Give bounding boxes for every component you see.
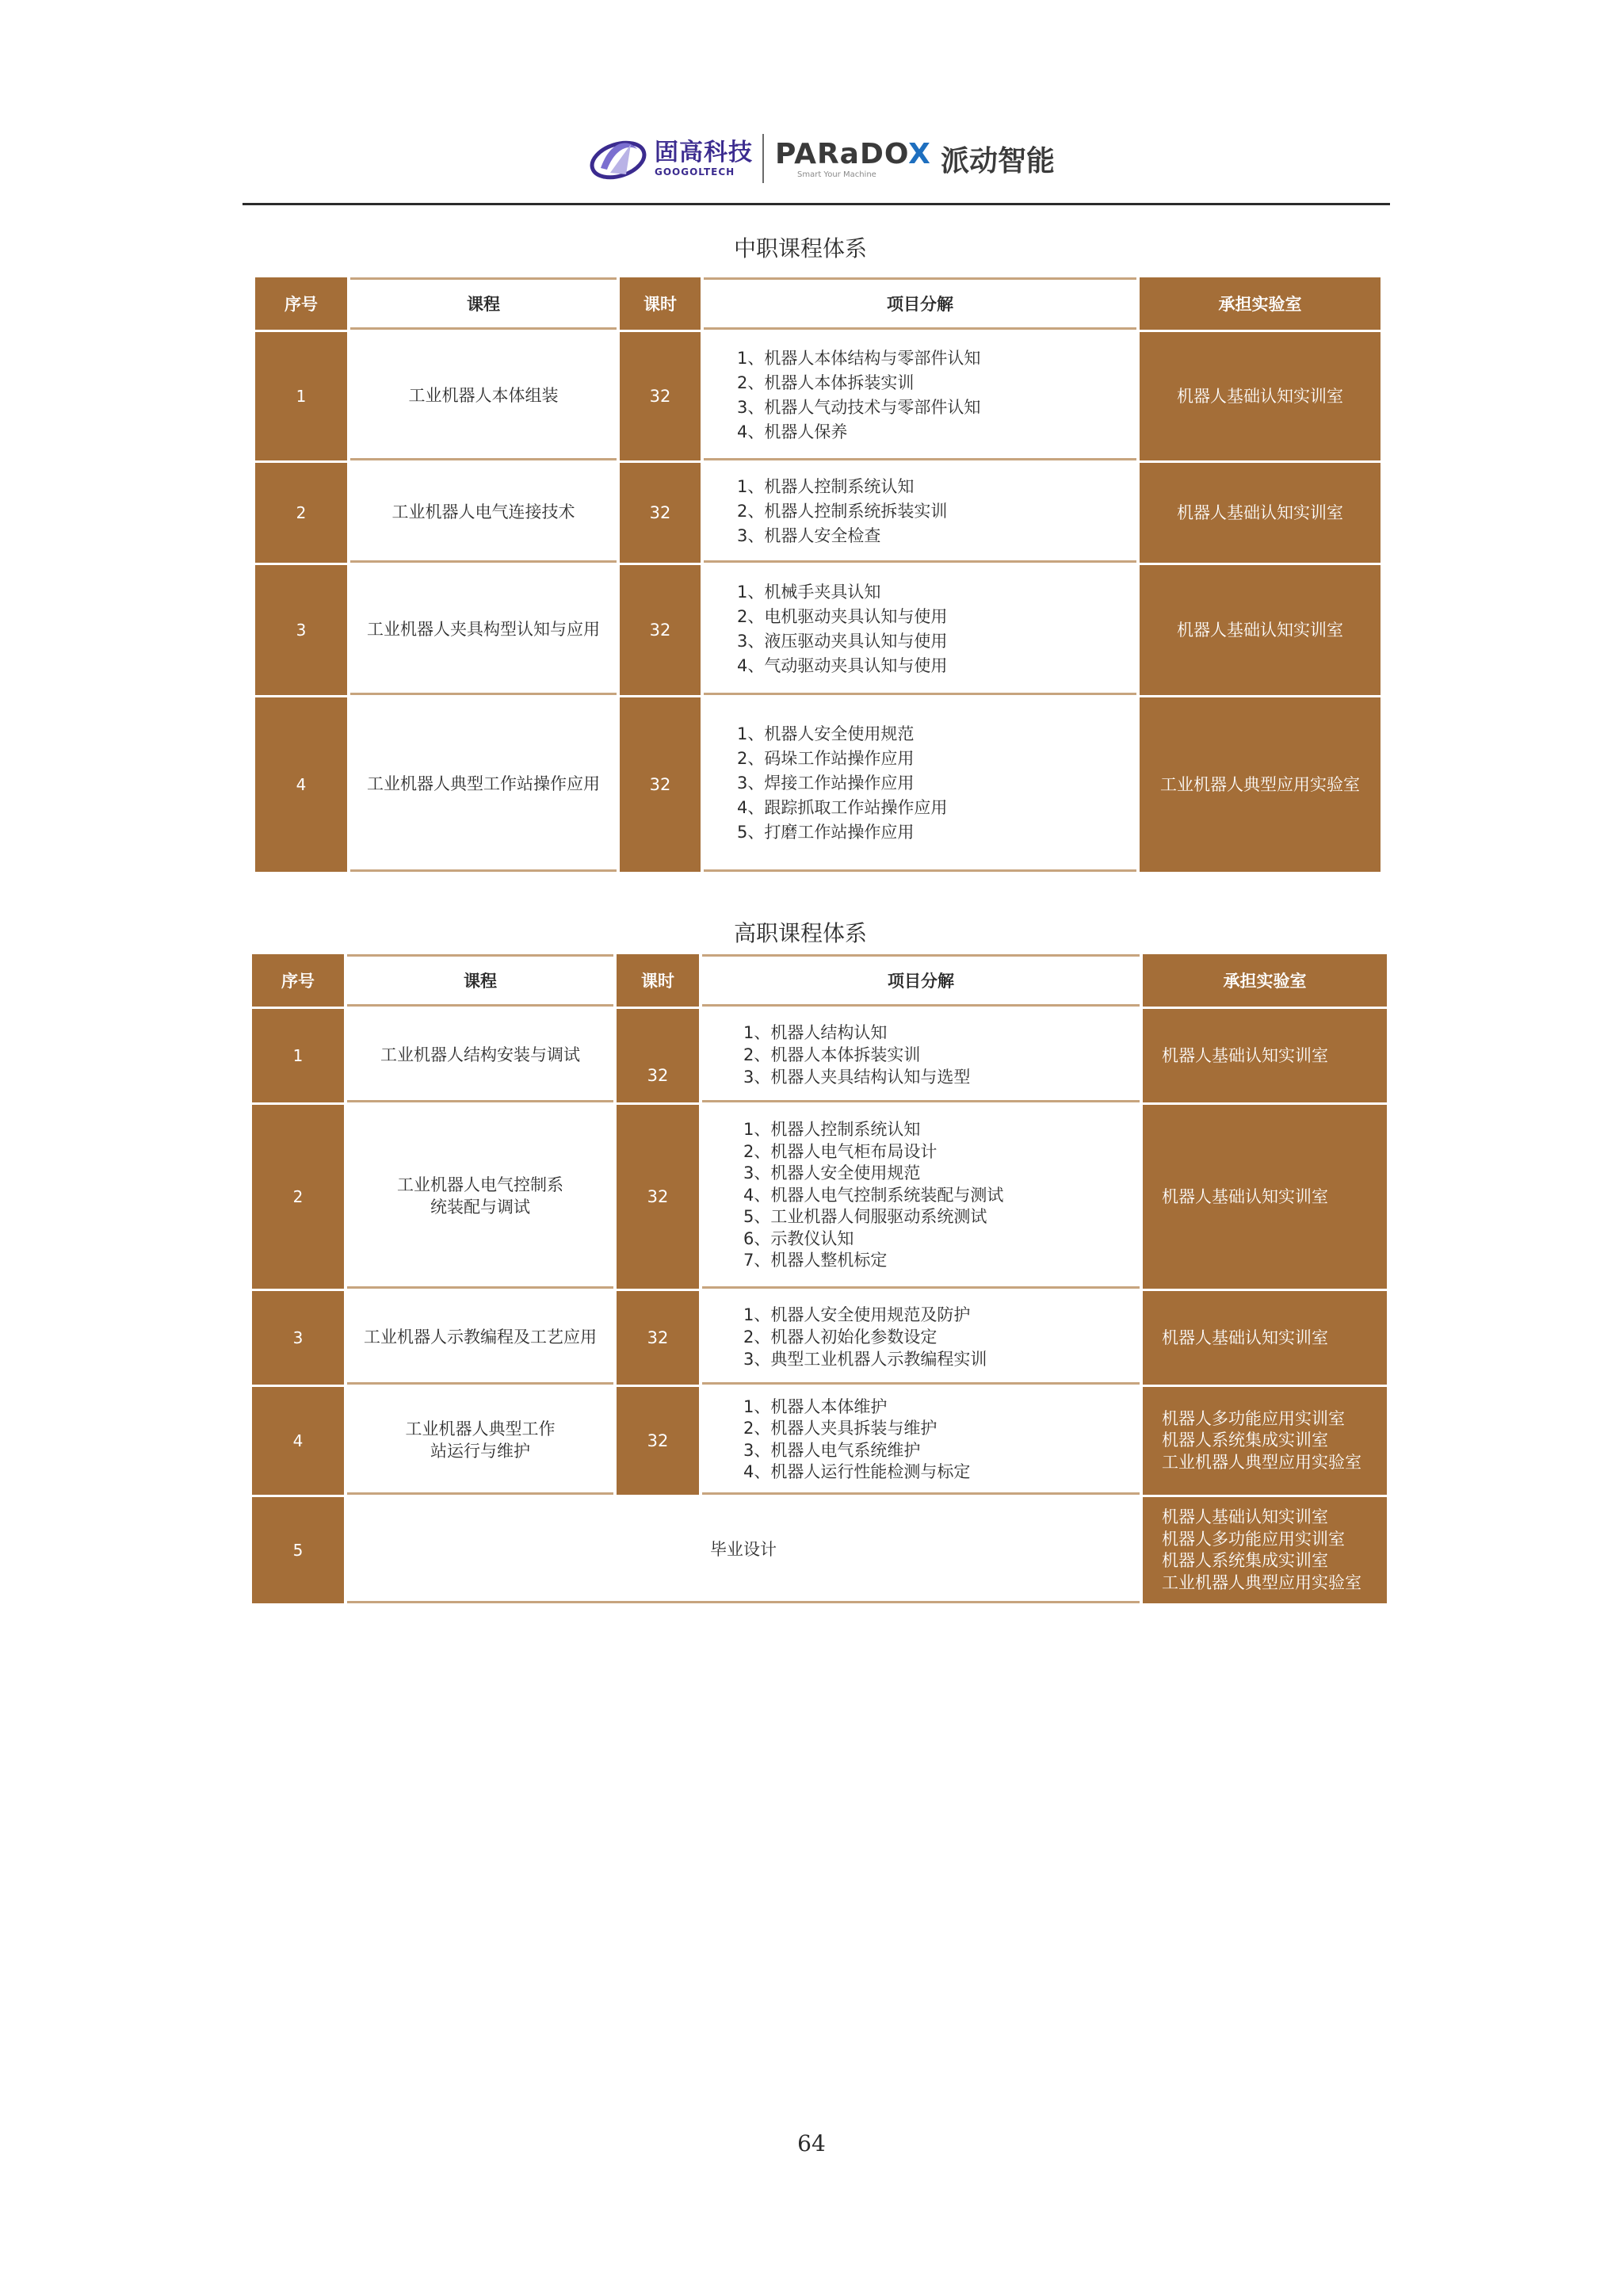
project-item: 2、机器人本体拆装实训 (743, 1045, 921, 1064)
project-item: 2、码垛工作站操作应用 (737, 749, 915, 768)
course-name: 工业机器人示教编程及工艺应用 (347, 1291, 613, 1385)
lab-name: 机器人基础认知实训室 (1140, 332, 1381, 460)
project-item: 1、机器人安全使用规范及防护 (743, 1305, 971, 1324)
table-row (255, 565, 1381, 695)
lab-name: 机器人多功能应用实训室 (1162, 1408, 1345, 1428)
row-number: 1 (255, 332, 347, 460)
project-item: 7、机器人整机标定 (743, 1251, 888, 1270)
project-item: 3、液压驱动夹具认知与使用 (737, 631, 948, 651)
project-item: 5、工业机器人伺服驱动系统测试 (743, 1207, 987, 1227)
paradox-en-name: PARaDOX (775, 137, 931, 170)
course-name: 工业机器人典型工作 站运行与维护 (347, 1387, 613, 1495)
row-number: 4 (252, 1387, 344, 1495)
course-hours: 32 (617, 1387, 699, 1495)
project-item: 3、典型工业机器人示教编程实训 (743, 1349, 987, 1369)
course-hours: 32 (617, 1291, 699, 1385)
course-hours: 32 (617, 1105, 699, 1289)
header-items: 项目分解 (704, 277, 1136, 330)
project-item: 2、机器人初始化参数设定 (743, 1327, 938, 1347)
header-hours: 课时 (620, 277, 701, 330)
paradox-cn-name: 派动智能 (940, 144, 1055, 178)
project-item: 5、打磨工作站操作应用 (737, 823, 915, 842)
section-title-higher: 高职课程体系 (733, 920, 867, 946)
lab-name: 机器人基础认知实训室 (1143, 1291, 1387, 1385)
googoltech-en-name: GOOGOLTECH (655, 166, 735, 178)
project-items (704, 332, 1136, 460)
table-header-row (252, 954, 1387, 1007)
project-item: 1、机械手夹具认知 (737, 582, 881, 602)
googoltech-cn-name: 固高科技 (655, 139, 753, 166)
project-item: 2、电机驱动夹具认知与使用 (737, 606, 948, 626)
project-item: 1、机器人控制系统认知 (737, 477, 915, 496)
header-course: 课程 (350, 277, 617, 330)
lab-name: 工业机器人典型应用实验室 (1140, 697, 1381, 872)
row-number: 3 (252, 1291, 344, 1385)
course-name: 工业机器人本体组装 (350, 332, 617, 460)
section-title-secondary: 中职课程体系 (733, 235, 867, 262)
project-items (702, 1291, 1140, 1385)
course-name: 工业机器人夹具构型认知与应用 (350, 565, 617, 695)
course-name: 工业机器人结构安装与调试 (347, 1009, 613, 1102)
secondary-curriculum-table (255, 277, 1381, 872)
project-item: 2、机器人本体拆装实训 (737, 372, 915, 392)
lab-name: 机器人系统集成实训室 (1162, 1551, 1328, 1570)
higher-curriculum-table (252, 954, 1387, 1603)
lab-list (1143, 1387, 1387, 1495)
project-item: 6、示教仪认知 (743, 1228, 854, 1248)
project-item: 3、机器人安全检查 (737, 526, 881, 545)
lab-name: 工业机器人典型应用实验室 (1162, 1452, 1361, 1472)
project-items (702, 1105, 1140, 1289)
row-number: 2 (252, 1105, 344, 1289)
lab-name: 工业机器人典型应用实验室 (1162, 1572, 1361, 1592)
row-number: 4 (255, 697, 347, 872)
course-hours: 32 (620, 697, 701, 872)
table-row (252, 1387, 1387, 1495)
table-header-row (255, 277, 1381, 330)
project-item: 1、机器人本体结构与零部件认知 (737, 348, 981, 368)
graduation-project: 毕业设计 (347, 1497, 1140, 1603)
project-items (702, 1387, 1140, 1495)
lab-list (1143, 1497, 1387, 1603)
header-items: 项目分解 (702, 954, 1140, 1007)
project-items (704, 565, 1136, 695)
project-item: 2、机器人夹具拆装与维护 (743, 1419, 938, 1438)
logo-group (586, 127, 1055, 190)
googoltech-logo-icon (586, 133, 648, 184)
project-item: 4、机器人电气控制系统装配与测试 (743, 1185, 1004, 1205)
project-item: 2、机器人控制系统拆装实训 (737, 502, 948, 521)
course-hours: 32 (620, 565, 701, 695)
project-item: 2、机器人电气柜布局设计 (743, 1141, 938, 1161)
table-row (252, 1009, 1387, 1102)
header-hours: 课时 (617, 954, 699, 1007)
header-course: 课程 (347, 954, 613, 1007)
logo-divider (762, 134, 764, 183)
project-item: 4、机器人保养 (737, 422, 848, 441)
project-items (704, 697, 1136, 872)
lab-name: 机器人基础认知实训室 (1140, 565, 1381, 695)
course-hours: 32 (620, 332, 701, 460)
course-name: 工业机器人典型工作站操作应用 (350, 697, 617, 872)
lab-name: 机器人基础认知实训室 (1140, 463, 1381, 563)
lab-name: 机器人基础认知实训室 (1162, 1507, 1328, 1526)
table-row (252, 1497, 1387, 1603)
lab-name: 机器人基础认知实训室 (1143, 1105, 1387, 1289)
row-number: 5 (252, 1497, 344, 1603)
header-no: 序号 (255, 277, 347, 330)
project-items (704, 463, 1136, 563)
row-number: 2 (255, 463, 347, 563)
table-row (252, 1291, 1387, 1385)
lab-name: 机器人多功能应用实训室 (1162, 1529, 1345, 1549)
table-row (252, 1105, 1387, 1289)
table-row (255, 697, 1381, 872)
table-row (255, 332, 1381, 460)
project-item: 1、机器人安全使用规范 (737, 724, 915, 743)
lab-name: 机器人基础认知实训室 (1143, 1009, 1387, 1102)
project-item: 4、气动驱动夹具认知与使用 (737, 655, 948, 675)
project-item: 1、机器人控制系统认知 (743, 1120, 921, 1140)
course-name: 工业机器人电气连接技术 (350, 463, 617, 563)
course-hours: 32 (620, 463, 701, 563)
table-row (255, 463, 1381, 563)
paradox-tagline: Smart Your Machine (797, 170, 876, 179)
project-item: 3、机器人气动技术与零部件认知 (737, 397, 981, 417)
course-hours: 32 (617, 1009, 699, 1102)
project-item: 1、机器人结构认知 (743, 1022, 888, 1042)
project-item: 3、焊接工作站操作应用 (737, 774, 915, 793)
row-number: 1 (252, 1009, 344, 1102)
project-item: 3、机器人安全使用规范 (743, 1163, 921, 1183)
project-item: 4、跟踪抓取工作站操作应用 (737, 798, 948, 817)
course-name: 工业机器人电气控制系 统装配与调试 (347, 1105, 613, 1289)
project-item: 3、机器人夹具结构认知与选型 (743, 1067, 971, 1087)
row-number: 3 (255, 565, 347, 695)
project-item: 3、机器人电气系统维护 (743, 1440, 921, 1460)
project-item: 4、机器人运行性能检测与标定 (743, 1462, 971, 1481)
header-lab: 承担实验室 (1140, 277, 1381, 330)
page-header (242, 119, 1390, 206)
project-items (702, 1009, 1140, 1102)
project-item: 1、机器人本体维护 (743, 1396, 888, 1416)
page-number: 64 (797, 2130, 826, 2157)
header-lab: 承担实验室 (1143, 954, 1387, 1007)
lab-name: 机器人系统集成实训室 (1162, 1431, 1328, 1450)
header-rule (242, 203, 1390, 205)
header-no: 序号 (252, 954, 344, 1007)
